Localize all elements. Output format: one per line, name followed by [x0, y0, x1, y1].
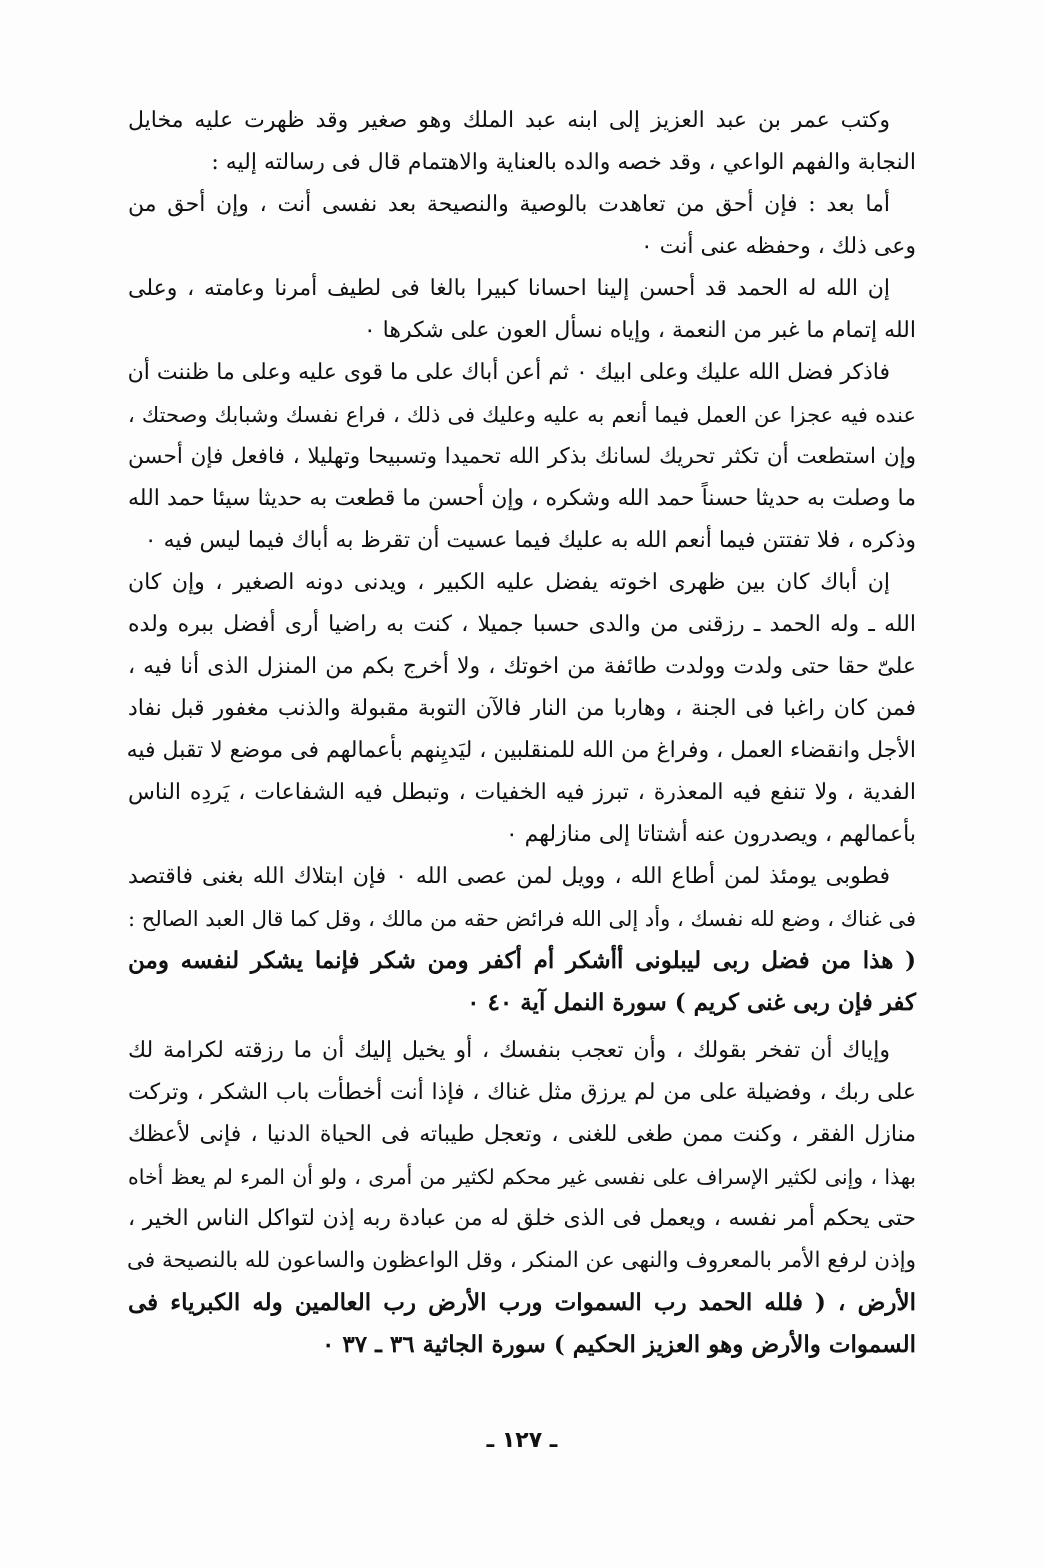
text-line: وكتب عمر بن عبد العزيز إلى ابنه عبد الملك وهو صغير وقد ظهرت عليه مخايل: [128, 108, 890, 133]
body-text: [128, 100, 916, 1366]
text-line: وإن استطعت أن تكثر تحريك لسانك بذكر الله تحميدا وتسبيحا وتهليلا ، فافعل فإن أحسن: [128, 444, 916, 469]
text-line: الله ـ وله الحمد ـ رزقنى من والدى حسبا جميلا ، كنت به راضيا أرى أفضل ببره ولده: [128, 612, 916, 637]
text-line: الأجل وانقضاء العمل ، وفراغ من الله للمنقلبين ، ليَديِنهم بأعمالهم فى موضع لا تقبل فيه: [126, 738, 916, 763]
text-line: بهذا ، وإنى لكثير الإسراف على نفسى غير محكم لكثير من أمرى ، ولو أن المرء لم يعظ أخاه: [128, 1165, 916, 1189]
text-line: علىّ حقا حتى ولدت وولدت طائفة من اخوتك ، ولا أخرج بكم من المنزل الذى أنا فيه ،: [128, 654, 916, 679]
text-line: وإذن لرفع الأمر بالمعروف والنهى عن المنكر ، وقل الواعظون والساعون لله بالنصيحة فى: [126, 1248, 916, 1273]
text-line: فى غناك ، وضع لله نفسك ، وأد إلى الله فرائض حقه من مالك ، وقل كما قال العبد الصالح :: [128, 907, 916, 931]
text-line: إن الله له الحمد قد أحسن إلينا احسانا كبيرا بالغا فى لطيف أمرنا وعامته ، وعلى: [128, 276, 890, 301]
quran-verse-line: السموات والأرض وهو العزيز الحكيم ) سورة الجاثية ٣٦ ـ ٣٧ ٠: [321, 1331, 916, 1358]
text-line: بأعمالهم ، ويصدرون عنه أشتاتا إلى منازلهم ٠: [505, 822, 916, 847]
text-line: حتى يحكم أمر نفسه ، ويعمل فى الذى خلق له من عبادة ربه إذن لتواكل الناس الخير ،: [128, 1206, 916, 1231]
text-line: ما وصلت به حديثا حسناً حمد الله وشكره ، وإن أحسن ما قطعت به حديثا سيئا حمد الله: [128, 486, 916, 511]
text-line: الله إتمام ما غبر من النعمة ، وإياه نسأل العون على شكرها ٠: [363, 318, 916, 343]
text-line: وإياك أن تفخر بقولك ، وأن تعجب بنفسك ، أو يخيل إليك أن ما رزقته لكرامة لك: [128, 1038, 890, 1063]
text-line: وذكره ، فلا تفتتن فيما أنعم الله به عليك فيما عسيت أن تقرظ به أباك فيما ليس فيه ٠: [144, 528, 916, 553]
page-number: ـ ١٢٧ ـ: [486, 1428, 558, 1453]
quran-verse-line: كفر فإن ربى غنى كريم ) سورة النمل آية ٤٠ ٠: [467, 989, 916, 1016]
text-line: إن أباك كان بين ظهرى اخوته يفضل عليه الكبير ، ويدنى دونه الصغير ، وإن كان: [128, 570, 890, 595]
quran-verse-line: الأرض ، ( فلله الحمد رب السموات ورب الأرض رب العالمين وله الكبرياء فى: [128, 1289, 916, 1316]
text-line: منازل الفقر ، وكنت ممن طغى للغنى ، وتعجل طيباته فى الحياة الدنيا ، فإنى لأعظك: [128, 1122, 916, 1147]
text-line: أما بعد : فإن أحق من تعاهدت بالوصية والنصيحة بعد نفسى أنت ، وإن أحق من: [128, 192, 890, 217]
text-line: النجابة والفهم الواعي ، وقد خصه والده بالعناية والاهتمام قال فى رسالته إليه :: [211, 150, 916, 175]
text-line: على ربك ، وفضيلة على من لم يرزق مثل غناك ، فإذا أنت أخطأت باب الشكر ، وتركت: [128, 1080, 916, 1105]
text-line: عنده فيه عجزا عن العمل فيما أنعم به عليه وعليك فى ذلك ، فراع نفسك وشبابك وصحتك ،: [128, 403, 916, 427]
text-line: فاذكر فضل الله عليك وعلى ابيك ٠ ثم أعن أباك على ما قوى عليه وعلى ما ظننت أن: [127, 360, 890, 385]
text-line: فمن كان راغبا فى الجنة ، وهاربا من النار فالآن التوبة مقبولة والذنب مغفور قبل نفاد: [128, 696, 916, 721]
text-line: وعى ذلك ، وحفظه عنى أنت ٠: [640, 234, 916, 259]
text-line: فطوبى يومئذ لمن أطاع الله ، وويل لمن عصى الله ٠ فإن ابتلاك الله بغنى فاقتصد: [128, 864, 890, 889]
quran-verse-line: ( هذا من فضل ربى ليبلونى أأشكر أم أكفر ومن شكر فإنما يشكر لنفسه ومن: [128, 947, 916, 974]
text-line: الفدية ، ولا تنفع فيه المعذرة ، تبرز فيه الخفيات ، وتبطل فيه الشفاعات ، يَردِه الناس: [128, 780, 916, 805]
